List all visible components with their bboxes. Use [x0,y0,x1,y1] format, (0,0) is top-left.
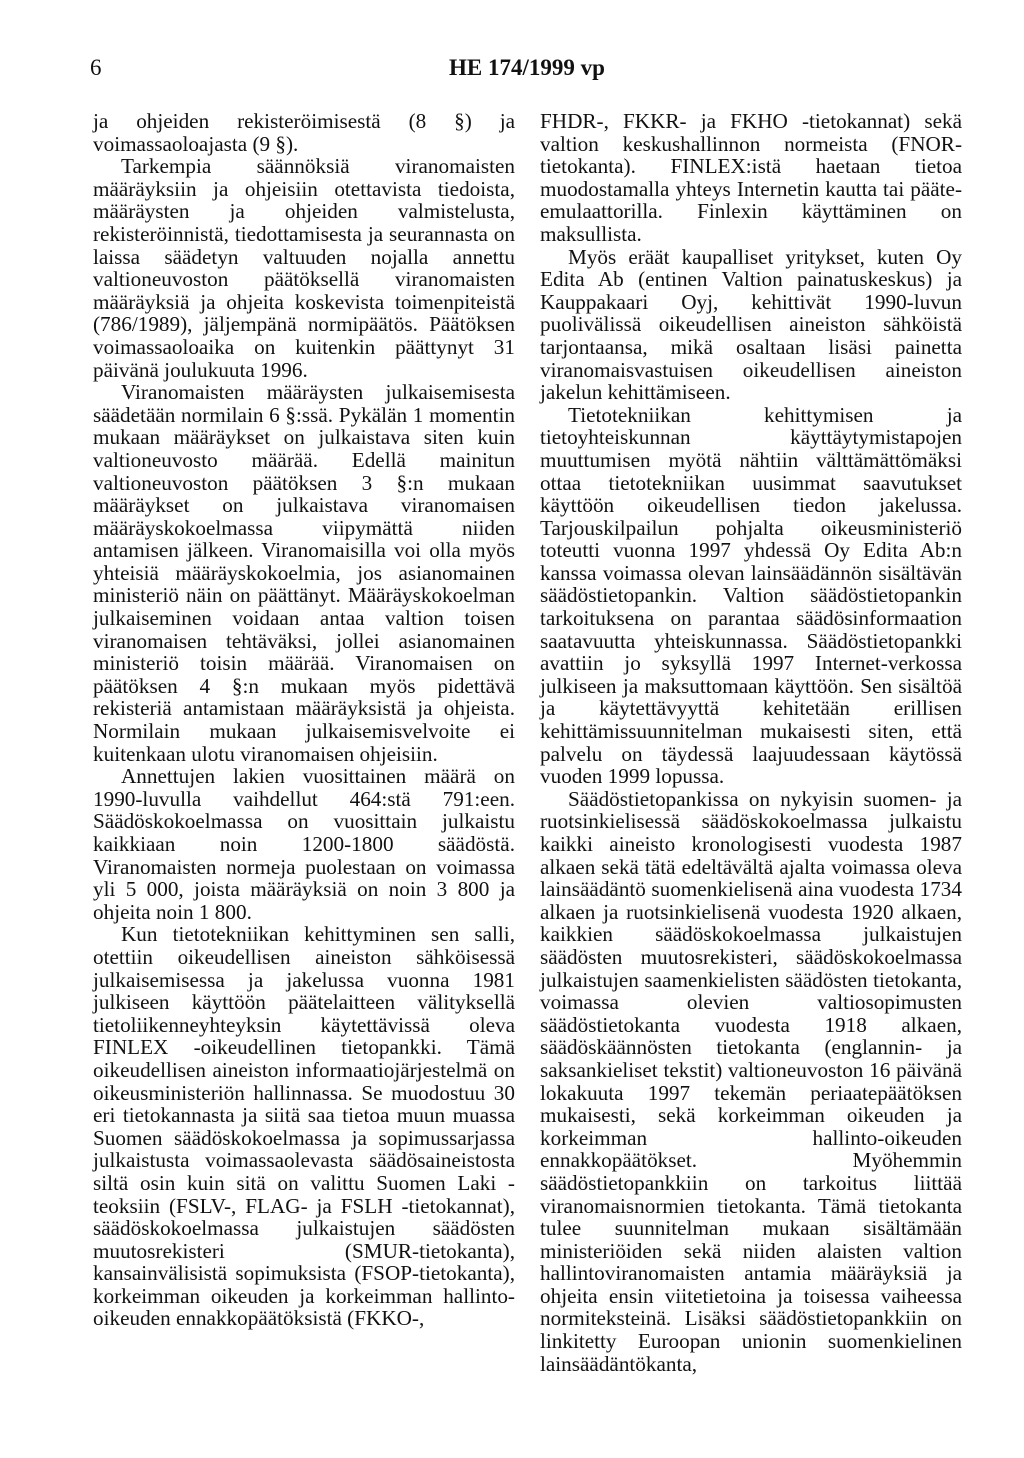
paragraph: Tarkempia säännöksiä viranomaisten määräyksiin ja ohjeisiin otettavista tiedoista, määräysten ja ohjeiden valmistelusta, rekisteröinnistä, tiedottamisesta ja seurannasta on laissa säädetyn valtuuden nojalla annettu valtioneuvoston päätöksellä viranomaisten määräyksiä ja ohjeita koskevista toimenpiteistä (786/1989), jäljempänä normipäätös. Päätöksen voimassaoloaika on kuitenkin päättynyt 31 päivänä joulukuuta 1996. [93,154,515,382]
paragraph: Annettujen lakien vuosittainen määrä on 1990-luvulla vaihdellut 464:stä 791:een. Säädöskokoelmassa on vuosittain julkaistu kaikkiaan noin 1200-1800 säädöstä. Viranomaisten normeja puolestaan on voimassa yli 5 000, joista määräyksiä on noin 3 800 ja ohjeita noin 1 800. [93,764,515,924]
page-header [90,55,964,89]
paragraph: Tietotekniikan kehittymisen ja tietoyhteiskunnan käyttäytymistapojen muuttumisen myötä nähtiin välttämättömäksi ottaa tietotekniikan uusimmat saavutukset käyttöön oikeudellisen tiedon jakelussa. Tarjouskilpailun pohjalta oikeusministeriö toteutti vuonna 1997 yhdessä Oy Edita Ab:n kanssa voimassa olevan lainsäädännön sisältävän säädöstietopankin. Valtion säädöstietopankin tarkoituksena on parantaa säädösinformaation saatavuutta yhteiskunnassa. Säädöstietopankki avattiin jo syksyllä 1997 Internet-verkossa julkiseen ja maksuttomaan käyttöön. Sen sisältöä ja käytettävyyttä kehitetään erillisen kehittämissuunnitelman mukaisesti siten, että palvelu on täydessä laajuudessaan käytössä vuoden 1999 lopussa. [540,402,962,789]
paragraph: ja ohjeiden rekisteröimisestä (8 §) ja voimassaoloajasta (9 §). [93,109,515,156]
paragraph: Myös eräät kaupalliset yritykset, kuten Oy Edita Ab (entinen Valtion painatuskeskus) ja Kauppakaari Oyj, kehittivät 1990-luvun puolivälissä oikeudellisen aineiston sähköistä tarjontaansa, mikä osaltaan lisäsi painetta viranomaisvastuisen oikeudellisen aineiston jakelun kehittämiseen. [540,244,962,405]
paragraph: Viranomaisten määräysten julkaisemisesta säädetään normilain 6 §:ssä. Pykälän 1 momentin mukaan määräykset on julkaistava siten kuin valtioneuvosto määrää. Edellä mainitun valtioneuvoston päätöksen 3 §:n mukaan määräykset on julkaistava viranomaisen määräyskokoelmassa viipymättä niiden antamisen jälkeen. Viranomaisilla voi olla myös yhteisiä määräyskokoelmia, jos asianomainen ministeriö näin on päättänyt. Määräyskokoelman julkaiseminen voidaan antaa valtion toisen viranomaisen tehtäväksi, jollei asianomainen ministeriö toisin määrää. Viranomaisen on päätöksen 4 §:n mukaan myös pidettävä rekisteriä antamistaan määräyksistä ja ohjeista. Normilain mukaan julkaisemisvelvoite ei kuitenkaan ulotu viranomaisen ohjeisiin. [93,380,515,766]
paragraph: Kun tietotekniikan kehittyminen sen salli, otettiin oikeudellisen aineiston sähköisessä julkaisemisessa ja jakelussa vuonna 1981 julkiseen käyttöön päätelaitteen välityksellä tietoliikenneyhteyksin käytettävissä oleva FINLEX -oikeudellinen tietopankki. Tämä oikeudellisen aineiston informaatiojärjestelmä on oikeusministeriön hallinnassa. Se muodostuu 30 eri tietokannasta ja siitä saa tietoa muun muassa Suomen säädöskokoelmassa ja sopimussarjassa julkaistusta voimassaolevasta säädösaineistosta siltä osin kuin sitä on valittu Suomen Laki -teoksiin (FSLV-, FLAG- ja FSLH -tietokannat), säädöskokoelmassa julkaistujen säädösten muutosrekisteri (SMUR-tietokanta), kansainvälisistä sopimuksista (FSOP-tietokanta), korkeimman oikeuden ja korkeimman hallinto-oikeuden ennakkopäätöksistä (FKKO-, [93,922,515,1331]
paragraph: Säädöstietopankissa on nykyisin suomen- ja ruotsinkielisessä säädöskokoelmassa julkaistu kaikki aineisto kronologisesti vuodesta 1987 alkaen sekä tätä edeltävältä ajalta voimassa oleva lainsäädäntö suomenkielisenä aina vuodesta 1734 alkaen ja ruotsinkielisenä vuodesta 1920 alkaen, kaikkien säädöskokoelmassa julkaistujen säädösten muutosrekisteri, säädöskokoelmassa julkaistujen saamenkielisten säädösten tietokanta, voimassa olevien valtiosopimusten säädöstietokanta vuodesta 1918 alkaen, säädöskäännösten tietokanta (englannin- ja saksankieliset tekstit) valtioneuvoston 16 päivänä lokakuuta 1997 tekemän periaatepäätöksen mukaisesti, sekä korkeimman oikeuden ja korkeimman hallinto-oikeuden ennakkopäätökset. Myöhemmin säädöstietopankkiin on tarkoitus liittää viranomaisnormien tietokanta. Tämä tietokanta tulee suunnitelman mukaan sisältämään ministeriöiden sekä niiden alaisten valtion hallintoviranomaisten antamia määräyksiä ja ohjeita ensin viitetietoina ja toisessa vaiheessa normiteksteinä. Lisäksi säädöstietopankkiin on linkitetty Euroopan unionin suomenkielinen lainsäädäntökanta, [540,786,962,1376]
document-id: HE 174/1999 vp [449,55,605,80]
right-column [540,110,962,1375]
paragraph: FHDR-, FKKR- ja FKHO -tietokannat) sekä valtion keskushallinnon normeista (FNOR-tietokanta). FINLEX:istä haetaan tietoa muodostamalla yhteys Internetin kautta tai pääte-emulaattorilla. Finlexin käyttäminen on maksullista. [540,109,962,246]
left-column [93,110,515,1330]
page-number: 6 [90,55,102,80]
